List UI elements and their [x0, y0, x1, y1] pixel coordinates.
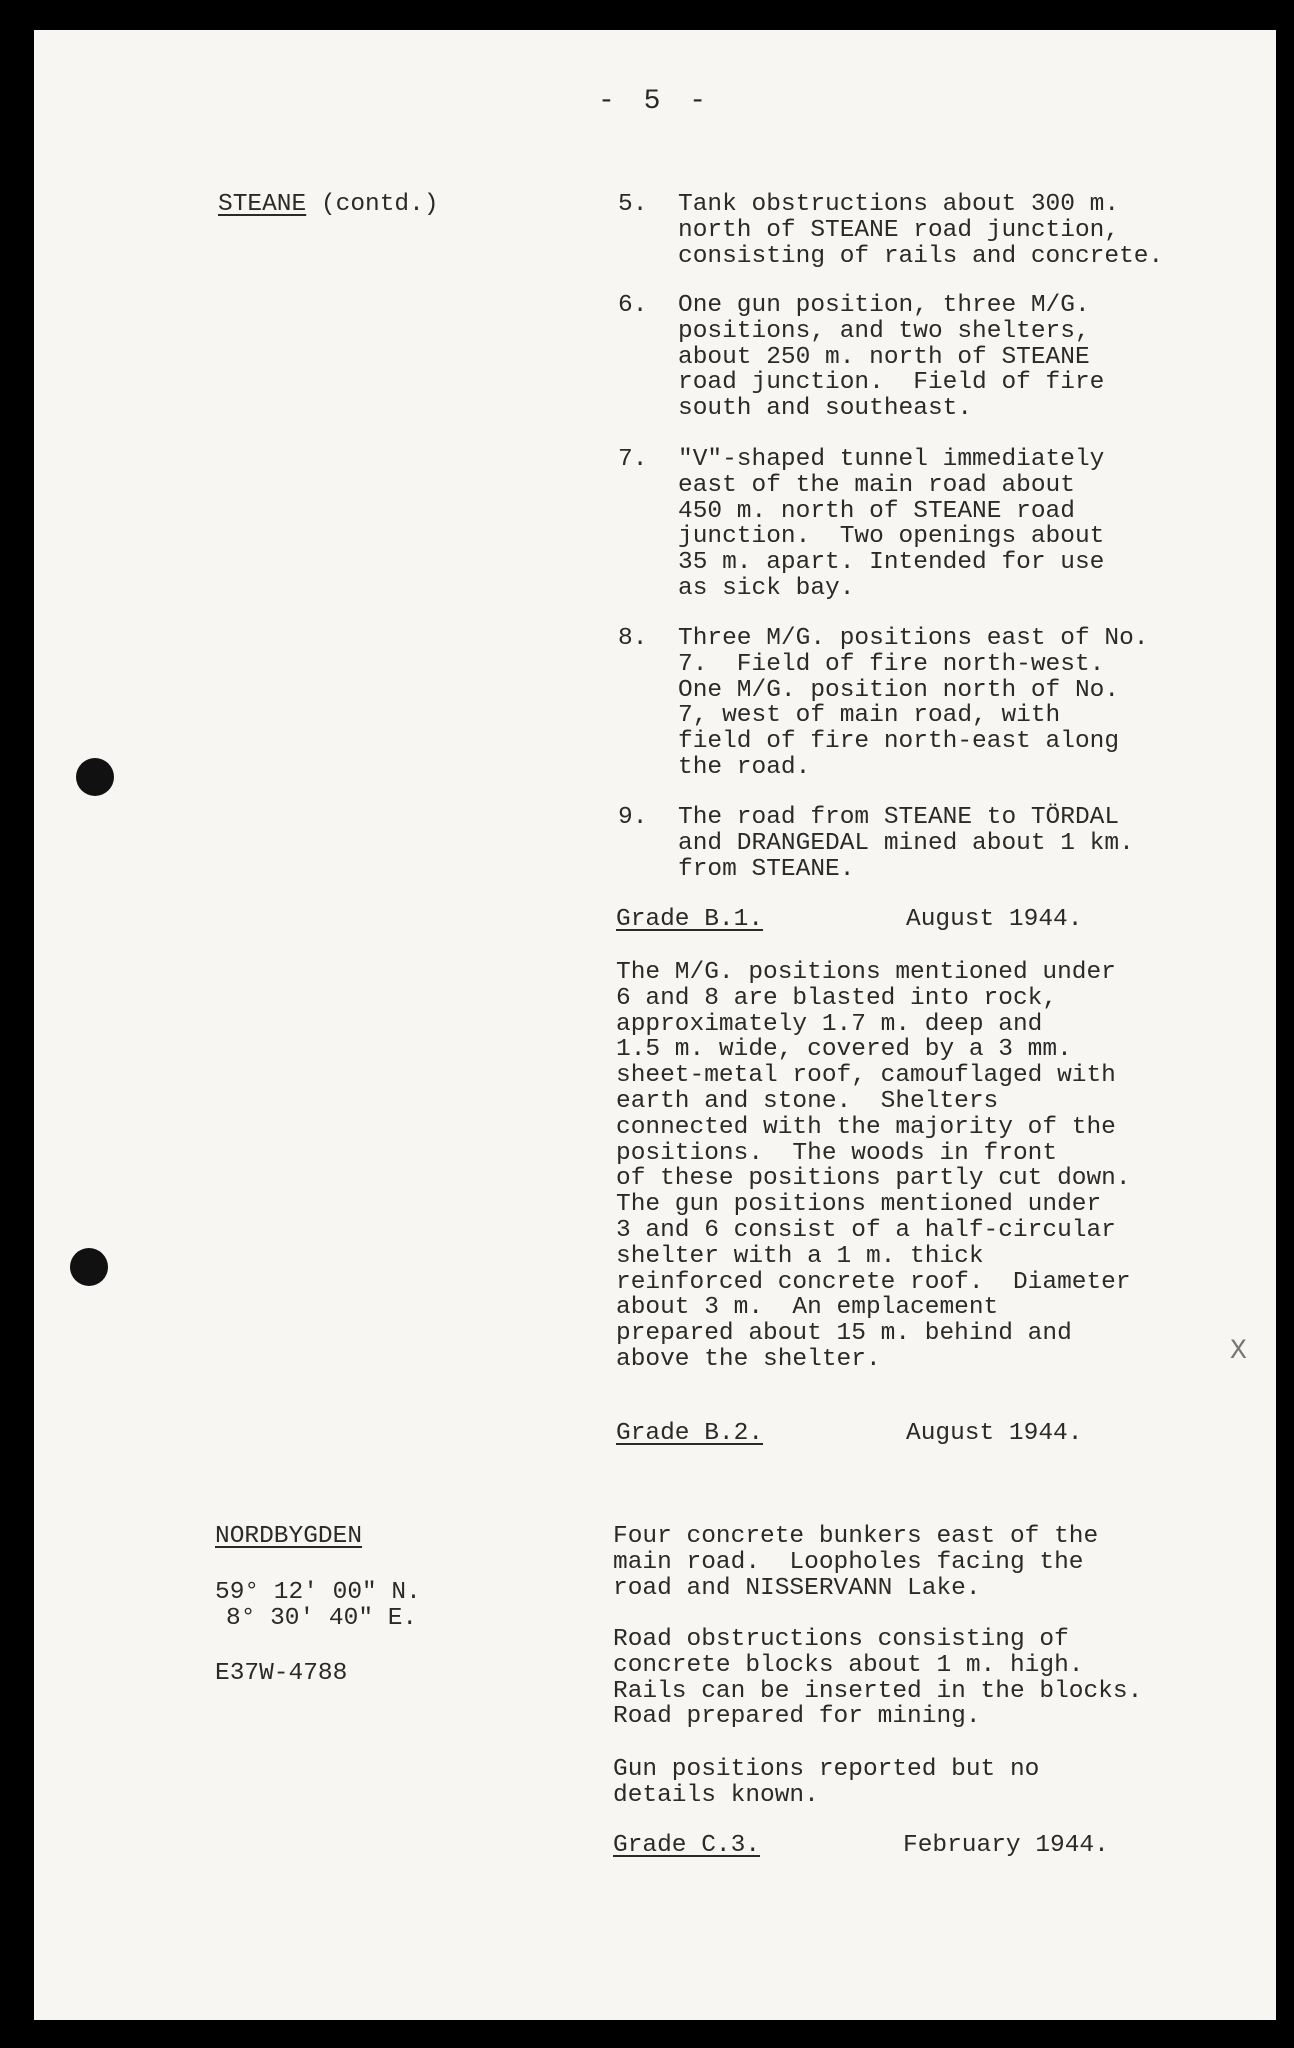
punch-hole-bottom	[70, 1248, 108, 1286]
grade-line	[613, 1832, 1109, 1859]
item-number: 6.	[618, 292, 648, 319]
guns-paragraph: Gun positions reported but no details known.	[613, 1756, 1040, 1809]
item-text: Tank obstructions about 300 m. north of STEANE road junction, consisting of rails and concrete.	[678, 191, 1164, 270]
obstructions-paragraph: Road obstructions consisting of concrete blocks about 1 m. high. Rails can be inserted in the blocks. Road prepared for mining.	[613, 1626, 1143, 1731]
steane-contd: (contd.)	[306, 191, 439, 218]
item-text: One gun position, three M/G. positions, and two shelters, about 250 m. north of STEANE road junction. Field of fire south and southeast.	[678, 292, 1105, 423]
grade-date: August 1944.	[906, 1420, 1083, 1447]
margin-mark: X	[1230, 1336, 1247, 1367]
grade-label: Grade B.2.	[616, 1420, 764, 1447]
bunkers-paragraph: Four concrete bunkers east of the main road. Loopholes facing the road and NISSERVANN Lake.	[613, 1523, 1099, 1602]
item-text: "V"-shaped tunnel immediately east of the main road about 450 m. north of STEANE road junction. Two openings about 35 m. apart. Intended for use as sick bay.	[678, 446, 1105, 602]
grade-line	[616, 906, 1083, 933]
grade-line	[616, 1420, 1083, 1447]
item-text: Three M/G. positions east of No. 7. Field of fire north-west. One M/G. position north of No. 7, west of main road, with field of fire north-east along the road.	[678, 625, 1149, 781]
grade-date: August 1944.	[906, 906, 1083, 933]
item-number: 5.	[618, 191, 648, 218]
item-number: 8.	[618, 625, 648, 652]
mg-description-paragraph: The M/G. positions mentioned under 6 and 8 are blasted into rock, approximately 1.7 m. deep and 1.5 m. wide, covered by a 3 mm. sheet-metal roof, camouflaged with earth and stone. Shelters connected with the majority of the positions. The woods in front of these positions partly cut down. The gun positions mentioned under 3 and 6 consist of a half-circular shelter with a 1 m. thick reinforced concrete roof. Diameter about 3 m. An emplacement prepared about 15 m. behind and above the shelter.	[616, 959, 1131, 1373]
page-number: - 5 -	[597, 86, 712, 117]
steane-title: STEANE	[218, 191, 307, 218]
punch-hole-top	[76, 758, 114, 796]
grade-date: February 1944.	[903, 1832, 1109, 1859]
longitude: 8° 30' 40" E.	[226, 1605, 418, 1632]
item-text: The road from STEANE to TÖRDAL and DRANGEDAL mined about 1 km. from STEANE.	[678, 804, 1134, 883]
grade-label: Grade C.3.	[613, 1832, 761, 1859]
latitude: 59° 12' 00" N.	[215, 1579, 421, 1606]
nordbygden-heading: NORDBYGDEN	[215, 1523, 363, 1550]
item-number: 9.	[618, 804, 648, 831]
grid-reference: E37W-4788	[215, 1660, 348, 1687]
steane-heading	[218, 192, 439, 218]
item-number: 7.	[618, 446, 648, 473]
document-page	[34, 30, 1276, 2020]
grade-label: Grade B.1.	[616, 906, 764, 933]
